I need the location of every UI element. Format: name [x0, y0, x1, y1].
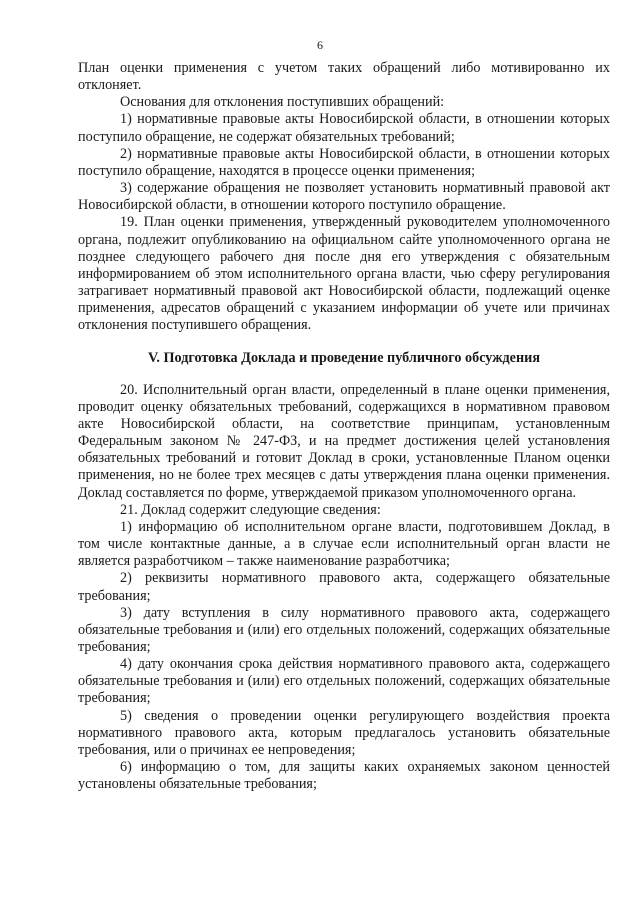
paragraph: 20. Исполнительный орган власти, определенный в плане оценки применения, проводит оценку обязательных требований, содержащихся в нормативном правовом акте Новосибирской области, на соответствие принципам, установленным Федеральным законом № 247-ФЗ, и на предмет достижения целей установления обязательных требований и готовит Доклад в сроки, установленные Планом оценки применения, но не более трех месяцев с даты утверждения плана оценки применения. Доклад составляется по форме, утверждаемой приказом уполномоченного органа. [78, 381, 610, 501]
paragraph: План оценки применения с учетом таких обращений либо мотивированно их отклоняет. [78, 60, 610, 94]
paragraph: 4) дату окончания срока действия нормативного правового акта, содержащего обязательные требования и (или) его отдельных положений, содержащих обязательные требования; [78, 656, 610, 707]
paragraph: 5) сведения о проведении оценки регулирующего воздействия проекта нормативного правового акта, которым предлагалось установить обязательные требования, или о причинах ее непроведения; [78, 707, 610, 758]
page-number: 6 [317, 38, 323, 52]
text-block-1 [78, 60, 610, 335]
paragraph: 2) реквизиты нормативного правового акта, содержащего обязательные требования; [78, 570, 610, 604]
paragraph: 3) дату вступления в силу нормативного правового акта, содержащего обязательные требования и (или) его отдельных положений, содержащих обязательные требования; [78, 604, 610, 655]
paragraph: 1) информацию об исполнительном органе власти, подготовившем Доклад, в том числе контактные данные, а в случае если исполнительный орган власти не является разработчиком – также наименование разработчика; [78, 518, 610, 570]
paragraph: 1) нормативные правовые акты Новосибирской области, в отношении которых поступило обращение, не содержат обязательных требований; [78, 111, 610, 145]
document-body [78, 60, 610, 793]
section-heading: V. Подготовка Доклада и проведение публичного обсуждения [148, 349, 540, 366]
paragraph: 21. Доклад содержит следующие сведения: [120, 501, 381, 518]
paragraph: 19. План оценки применения, утвержденный руководителем уполномоченного органа, подлежит опубликованию на официальном сайте уполномоченного органа не позднее следующего рабочего дня после дня его утверждения с обязательным информированием об этом исполнительного органа власти, чью сферу регулирования затрагивает нормативный правовой акт Новосибирской области, подлежащий оценке применения, адресатов обращений с указанием информации об учете или причинах отклонения поступившего обращения. [78, 214, 610, 334]
text-block-2 [78, 382, 610, 794]
paragraph: 2) нормативные правовые акты Новосибирской области, в отношении которых поступило обращение, находятся в процессе оценки применения; [78, 145, 610, 179]
paragraph: 6) информацию о том, для защиты каких охраняемых законом ценностей установлены обязательные требования; [78, 759, 610, 793]
paragraph: 3) содержание обращения не позволяет установить нормативный правовой акт Новосибирской области, в отношении которого поступило обращение. [78, 180, 610, 214]
paragraph: Основания для отклонения поступивших обращений: [120, 94, 445, 111]
